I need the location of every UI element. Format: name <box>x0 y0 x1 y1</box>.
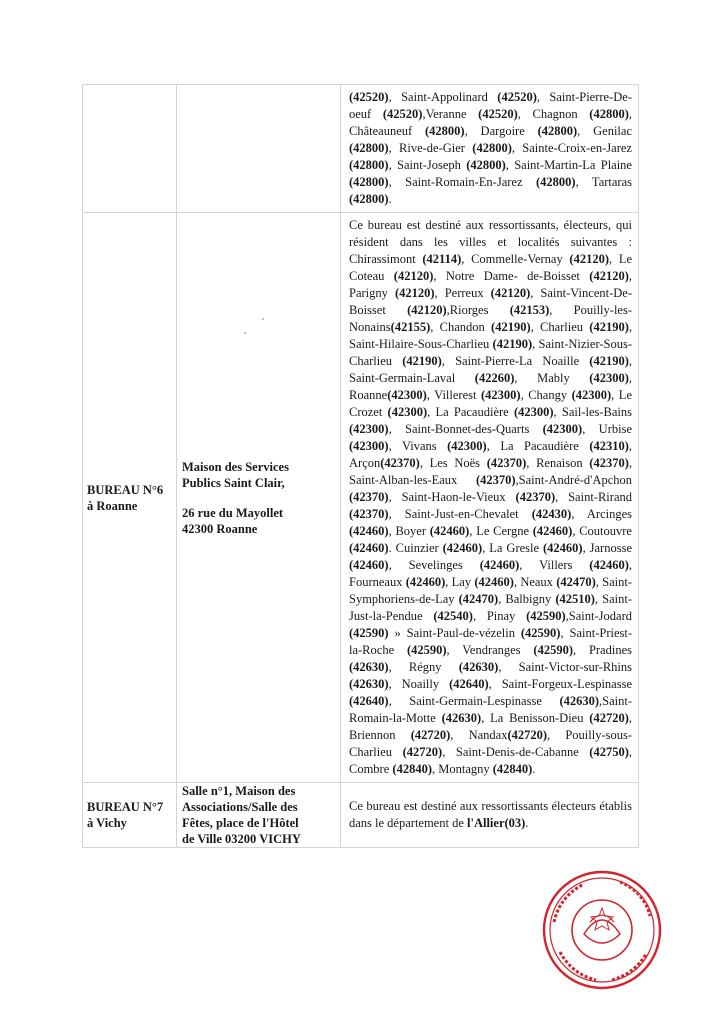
locality-text: Ce bureau est destiné aux ressortissants électeurs établis dans le département de <box>349 799 636 830</box>
locality-text: » Saint-Paul-de-vézelin <box>388 626 521 640</box>
postal-code: (42120) <box>393 269 434 283</box>
postal-code: (42120) <box>589 269 629 283</box>
locality-text: ,Saint-Jodard <box>565 609 636 623</box>
postal-code: (42460) <box>349 524 389 538</box>
locality-text: , Pradines <box>572 643 636 657</box>
address-cell <box>177 213 341 783</box>
address-line: 26 rue du Mayollet <box>182 505 284 520</box>
postal-code: (42300) <box>387 388 427 402</box>
postal-code: (42800) <box>535 175 576 189</box>
bureau-name-cell <box>83 783 177 848</box>
postal-code: (42190) <box>491 320 531 334</box>
postal-code: (42720) <box>589 711 629 725</box>
locality-text: , Vendranges <box>446 643 534 657</box>
postal-code: (42300) <box>387 405 428 419</box>
postal-code: (42590) <box>406 643 447 657</box>
postal-code: (42300) <box>589 371 629 385</box>
locality-text: , Saint-Martin-La Plaine <box>505 158 636 172</box>
locality-text: , Combre <box>349 745 636 776</box>
locality-text: , Neaux <box>513 575 557 589</box>
address-line: Associations/Salle des <box>182 800 298 814</box>
postal-code: (42260) <box>474 371 515 385</box>
bureau-name-cell <box>83 85 177 213</box>
locality-text: , Dargoire <box>464 124 538 138</box>
locality-text: , Changy <box>520 388 572 402</box>
locality-text: , Urbise <box>582 422 636 436</box>
locality-text: , Commelle-Vernay <box>461 252 570 266</box>
postal-code: (42120) <box>407 303 447 317</box>
address-cell <box>177 783 341 848</box>
postal-code: (42750) <box>589 745 629 759</box>
postal-code: (42640) <box>349 694 389 708</box>
postal-code: (42520) <box>478 107 518 121</box>
address-line <box>182 491 340 505</box>
postal-code: (42840) <box>392 762 432 776</box>
postal-code: (42470) <box>458 592 499 606</box>
address-line: Maison des Services <box>182 459 289 474</box>
locality-text: , Coutouvre <box>572 524 636 538</box>
postal-code: (42370) <box>380 456 420 470</box>
locality-text: , Saint-Hilaire-Sous-Charlieu <box>349 320 636 351</box>
bureau-name: BUREAU N°7 à Vichy <box>87 800 164 830</box>
postal-code: (42300) <box>480 388 521 402</box>
locality-text: , Genilac <box>577 124 636 138</box>
bureau-row <box>83 783 639 848</box>
locality-text: , Le Crozet <box>349 388 636 419</box>
locality-text: , Saint-Denis-de-Cabanne <box>442 745 590 759</box>
locality-text: , Fourneaux <box>349 558 636 589</box>
postal-code: (42460) <box>589 558 629 572</box>
locality-text: , Nandax <box>450 728 508 742</box>
locality-text: . Cuinzier <box>388 541 443 555</box>
locality-text: , Saint-Germain-Laval <box>349 354 636 385</box>
postal-code: (42540) <box>433 609 473 623</box>
postal-code: (42630) <box>559 694 600 708</box>
locality-text: , Balbigny <box>498 592 556 606</box>
locality-text: , Le Cergne <box>469 524 533 538</box>
postal-code: (42840) <box>492 762 533 776</box>
postal-code: (42590) <box>349 626 389 640</box>
postal-code: (42630) <box>458 660 499 674</box>
locality-text: , Les Noës <box>419 456 487 470</box>
locality-text: , Villers <box>519 558 590 572</box>
locality-text: . <box>525 816 529 830</box>
postal-code: (42300) <box>447 439 487 453</box>
locality-text: , Saint-Symphoriens-de-Lay <box>349 575 632 606</box>
locality-text: , Saint-Alban-les-Eaux <box>349 456 636 487</box>
locality-text: ,Saint-Romain-la-Motte <box>349 694 632 725</box>
locality-text: , La Gresle <box>482 541 543 555</box>
locality-text: , Pouilly-sous-Charlieu <box>349 728 632 759</box>
locality-text: , Montagny <box>431 762 493 776</box>
postal-code: (42370) <box>486 456 527 470</box>
locality-text: . <box>532 762 536 776</box>
bureau-name-cell <box>83 213 177 783</box>
locality-text: , Saint-Pierre-De-oeuf <box>349 90 633 121</box>
locality-text: , Sevelinges <box>388 558 480 572</box>
postal-code: (42630) <box>441 711 482 725</box>
locality-text: , Saint-Rirand <box>555 490 636 504</box>
postal-code: (42460) <box>474 575 514 589</box>
locality-text: , Le Coteau <box>349 252 636 283</box>
locality-text: ,Saint-André-d'Apchon <box>515 473 636 487</box>
locality-text: , La Pacaudière <box>486 439 590 453</box>
locality-text: , Lay <box>445 575 475 589</box>
localities-text <box>341 85 638 212</box>
locality-text: , Villerest <box>426 388 481 402</box>
postal-code: (42460) <box>349 558 389 572</box>
postal-code: (42155) <box>390 320 431 334</box>
postal-code: (42120) <box>394 286 435 300</box>
postal-code: (42190) <box>589 354 629 368</box>
locality-text: , Saint-Bonnet-des-Quarts <box>388 422 543 436</box>
postal-code: (42800) <box>349 141 389 155</box>
locality-text: Ce bureau est destiné aux ressortissants, électeurs, qui résident dans les villes et localités suivantes : Chirassimont <box>349 218 636 266</box>
postal-code: (42370) <box>349 490 389 504</box>
postal-code: (42590) <box>520 626 561 640</box>
bureaux-table <box>82 84 639 848</box>
bureau-row <box>83 85 639 213</box>
postal-code: (42460) <box>543 541 583 555</box>
postal-code: (42460) <box>479 558 520 572</box>
postal-code: (42430) <box>531 507 572 521</box>
localities-text <box>341 213 638 782</box>
localities-text <box>341 794 638 836</box>
locality-text: , Saint-Joseph <box>388 158 467 172</box>
postal-code: (42190) <box>492 337 533 351</box>
postal-code: l'Allier(03) <box>467 816 526 830</box>
locality-text: , Pinay <box>472 609 527 623</box>
postal-code: (42153) <box>509 303 550 317</box>
locality-text: , Renaison <box>526 456 590 470</box>
locality-text: , Mably <box>514 371 590 385</box>
postal-code: (42800) <box>589 107 629 121</box>
locality-text: , Jarnosse <box>582 541 636 555</box>
postal-code: (42300) <box>542 422 583 436</box>
postal-code: (42800) <box>349 158 389 172</box>
locality-text: , Châteauneuf <box>349 107 636 138</box>
locality-text: , Saint-Forgeux-Lespinasse <box>488 677 636 691</box>
postal-code: (42510) <box>555 592 595 606</box>
postal-code: (42520) <box>349 90 389 104</box>
locality-text: , Saint-Just-en-Chevalet <box>388 507 532 521</box>
locality-text: , Chandon <box>430 320 492 334</box>
locality-text: . <box>388 192 392 206</box>
locality-text: , Saint-Priest-la-Roche <box>349 626 633 657</box>
locality-text: , Briennon <box>349 711 636 742</box>
address-line: 42300 Roanne <box>182 521 258 536</box>
postal-code: (42300) <box>349 439 389 453</box>
locality-text: , Perreux <box>434 286 491 300</box>
postal-code: (42114) <box>422 252 462 266</box>
locality-text: , Noailly <box>388 677 450 691</box>
locality-text: , Saint-Pierre-La Noaille <box>441 354 590 368</box>
postal-code: (42460) <box>405 575 446 589</box>
postal-code: (42460) <box>429 524 470 538</box>
locality-text: , Saint-Victor-sur-Rhins <box>498 660 636 674</box>
postal-code: (42370) <box>589 456 629 470</box>
localities-cell <box>341 213 639 783</box>
postal-code: (42310) <box>589 439 629 453</box>
postal-code: (42800) <box>466 158 506 172</box>
locality-text: , Vivans <box>388 439 448 453</box>
locality-text: , Arçon <box>349 439 635 470</box>
postal-code: (42640) <box>449 677 489 691</box>
bureau-name: BUREAU N°6 à Roanne <box>87 482 164 513</box>
localities-cell <box>341 85 639 213</box>
postal-code: (42800) <box>349 175 389 189</box>
locality-text: ,Veranne <box>422 107 479 121</box>
postal-code: (42720) <box>507 728 548 742</box>
postal-code: (42470) <box>556 575 596 589</box>
postal-code: (42520) <box>382 107 423 121</box>
locality-text: , Rive-de-Gier <box>388 141 473 155</box>
postal-code: (42800) <box>472 141 512 155</box>
address-line: Fêtes, place de l'Hôtel <box>182 816 299 830</box>
postal-code: (42800) <box>537 124 578 138</box>
address-cell <box>177 85 341 213</box>
locality-text: , Saint-Romain-En-Jarez <box>388 175 536 189</box>
bureaux-table-body <box>83 85 639 848</box>
postal-code: (42590) <box>526 609 566 623</box>
locality-text: ,Riorges <box>446 303 510 317</box>
bureau-address <box>177 459 340 537</box>
postal-code: (42190) <box>589 320 629 334</box>
address-line: Salle n°1, Maison des <box>182 784 296 798</box>
locality-text: , Sainte-Croix-en-Jarez <box>511 141 636 155</box>
postal-code: (42190) <box>402 354 442 368</box>
postal-code: (42120) <box>569 252 609 266</box>
locality-text: , Saint-Appolinard <box>388 90 498 104</box>
address-line: Publics Saint Clair, <box>182 475 285 490</box>
locality-text: , Sail-les-Bains <box>553 405 636 419</box>
locality-text: , Saint-Germain-Lespinasse <box>388 694 560 708</box>
locality-text: , Régny <box>388 660 459 674</box>
postal-code: (42630) <box>349 677 389 691</box>
postal-code: (42300) <box>571 388 612 402</box>
bureau-address <box>177 783 340 847</box>
postal-code: (42370) <box>515 490 556 504</box>
locality-text: , Charlieu <box>530 320 590 334</box>
locality-text: , Roanne <box>349 371 636 402</box>
postal-code: (42800) <box>349 192 389 206</box>
postal-code: (42800) <box>425 124 465 138</box>
postal-code: (42370) <box>349 507 389 521</box>
address-line: de Ville 03200 VICHY <box>182 832 301 846</box>
postal-code: (42720) <box>410 728 451 742</box>
official-seal-icon <box>540 868 664 992</box>
postal-code: (42300) <box>513 405 554 419</box>
localities-cell <box>341 783 639 848</box>
locality-text: , Saint-Haon-le-Vieux <box>388 490 516 504</box>
postal-code: (42120) <box>490 286 531 300</box>
postal-code: (42460) <box>349 541 389 555</box>
postal-code: (42720) <box>402 745 443 759</box>
locality-text: , Saint-Just-la-Pendue <box>349 592 632 623</box>
locality-text: , Parigny <box>349 269 636 300</box>
locality-text: , Arcinges <box>571 507 636 521</box>
locality-text: , Chagnon <box>517 107 590 121</box>
postal-code: (42370) <box>475 473 516 487</box>
locality-text: , La Pacaudière <box>427 405 514 419</box>
locality-text: , Pouilly-les-Nonains <box>349 303 632 334</box>
postal-code: (42590) <box>533 643 573 657</box>
postal-code: (42630) <box>349 660 389 674</box>
locality-text: , Saint-Vincent-De-Boisset <box>349 286 632 317</box>
postal-code: (42460) <box>442 541 483 555</box>
postal-code: (42460) <box>532 524 573 538</box>
postal-code: (42520) <box>497 90 537 104</box>
postal-code: (42300) <box>349 422 389 436</box>
locality-text: , Saint-Nizier-Sous-Charlieu <box>349 337 632 368</box>
locality-text: , La Benisson-Dieu <box>481 711 590 725</box>
locality-text: , Boyer <box>388 524 430 538</box>
bureau-row <box>83 213 639 783</box>
locality-text: , Tartaras <box>575 175 636 189</box>
locality-text: , Notre Dame- de-Boisset <box>433 269 590 283</box>
